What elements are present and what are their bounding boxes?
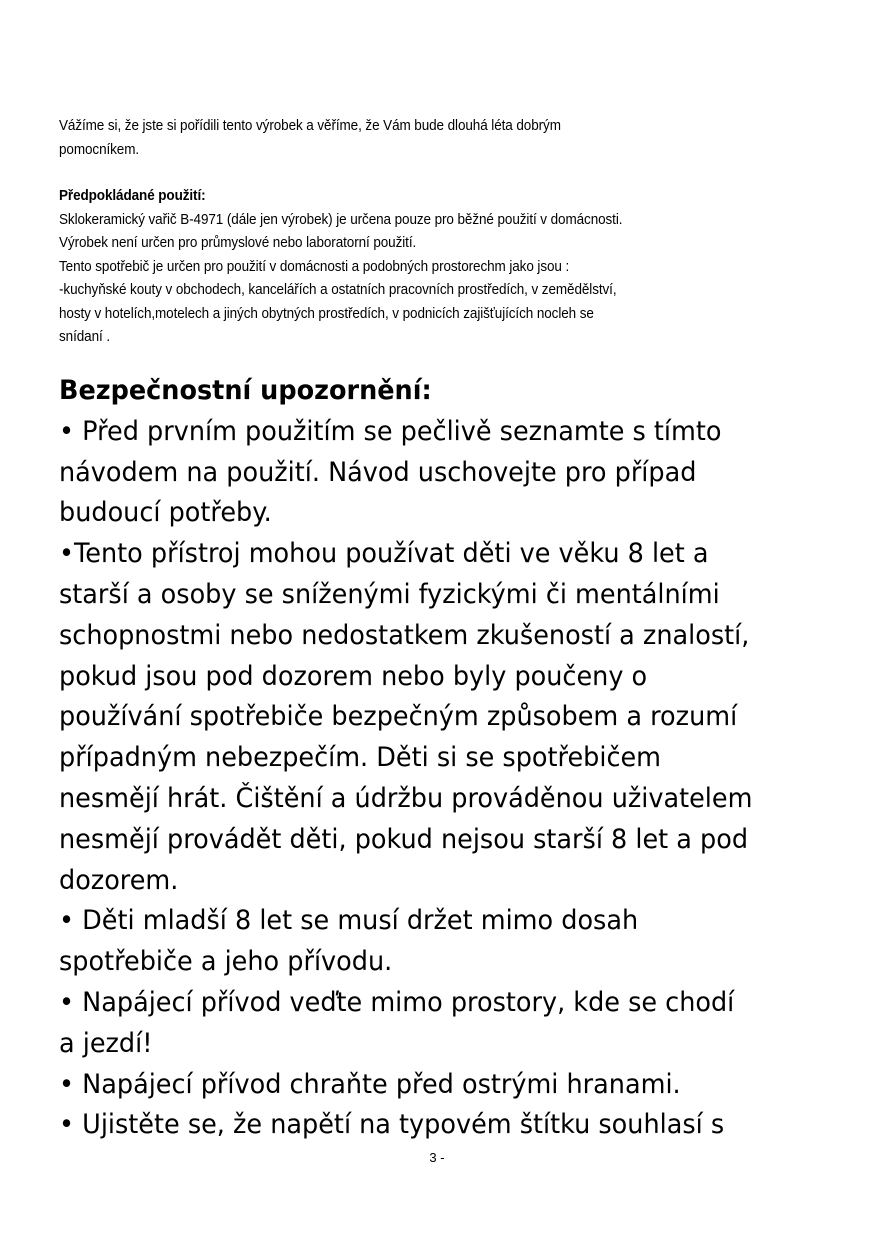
intended-use-line: -kuchyňské kouty v obchodech, kancelářích a ostatních pracovních prostředích, v zemědělství, <box>59 281 617 298</box>
safety-line: případným nebezpečím. Děti si se spotřebičem <box>59 742 662 774</box>
safety-line: budoucí potřeby. <box>59 497 272 529</box>
safety-line: nesmějí hrát. Čištění a údržbu prováděnou uživatelem <box>59 782 753 814</box>
intended-use-line: Tento spotřebič je určen pro použití v domácnosti a podobných prostorechm jako jsou : <box>59 257 570 275</box>
page-number: 3 - <box>429 1150 445 1165</box>
safety-line: nesmějí provádět děti, pokud nejsou starší 8 let a pod <box>59 823 749 855</box>
intended-use-line: Výrobek není určen pro průmyslové nebo laboratorní použití. <box>59 234 417 251</box>
intro-line: Vážíme si, že jste si pořídili tento výrobek a věříme, že Vám bude dlouhá léta dobrým <box>59 117 561 134</box>
safety-line: a jezdí! <box>59 1027 153 1059</box>
safety-line: spotřebiče a jeho přívodu. <box>59 946 393 978</box>
intended-use-line: snídaní . <box>59 328 110 345</box>
safety-heading: Bezpečnostní upozornění: <box>59 375 432 406</box>
safety-line: návodem na použití. Návod uschovejte pro případ <box>59 456 697 488</box>
intended-use-heading: Předpokládané použití: <box>59 187 206 204</box>
safety-line: •Tento přístroj mohou používat děti ve věku 8 let a <box>59 538 709 570</box>
safety-line: • Napájecí přívod veďte mimo prostory, kde se chodí <box>59 986 735 1018</box>
safety-section <box>59 371 752 1146</box>
safety-line: • Děti mladší 8 let se musí držet mimo dosah <box>59 905 639 937</box>
intended-use-line: hosty v hotelích,motelech a jiných obytných prostředích, v podnicích zajišťujících nocleh se <box>59 304 594 322</box>
safety-line: • Napájecí přívod chraňte před ostrými hranami. <box>59 1068 681 1100</box>
intended-use-section <box>59 184 622 349</box>
intro-paragraph <box>59 114 561 161</box>
safety-line: pokud jsou pod dozorem nebo byly poučeny o <box>59 660 648 692</box>
intended-use-line: Sklokeramický vařič B-4971 (dále jen výrobek) je určena pouze pro běžné použití v domácnosti. <box>59 210 623 228</box>
safety-line: • Před prvním použitím se pečlivě seznamte s tímto <box>59 415 722 447</box>
safety-line: • Ujistěte se, že napětí na typovém štítku souhlasí s <box>59 1109 725 1141</box>
safety-line: starší a osoby se sníženými fyzickými či mentálními <box>59 578 720 610</box>
safety-line: schopnostmi nebo nedostatkem zkušeností a znalostí, <box>59 619 750 651</box>
safety-line: používání spotřebiče bezpečným způsobem a rozumí <box>59 701 738 733</box>
intro-line: pomocníkem. <box>59 140 140 158</box>
safety-line: dozorem. <box>59 864 179 896</box>
